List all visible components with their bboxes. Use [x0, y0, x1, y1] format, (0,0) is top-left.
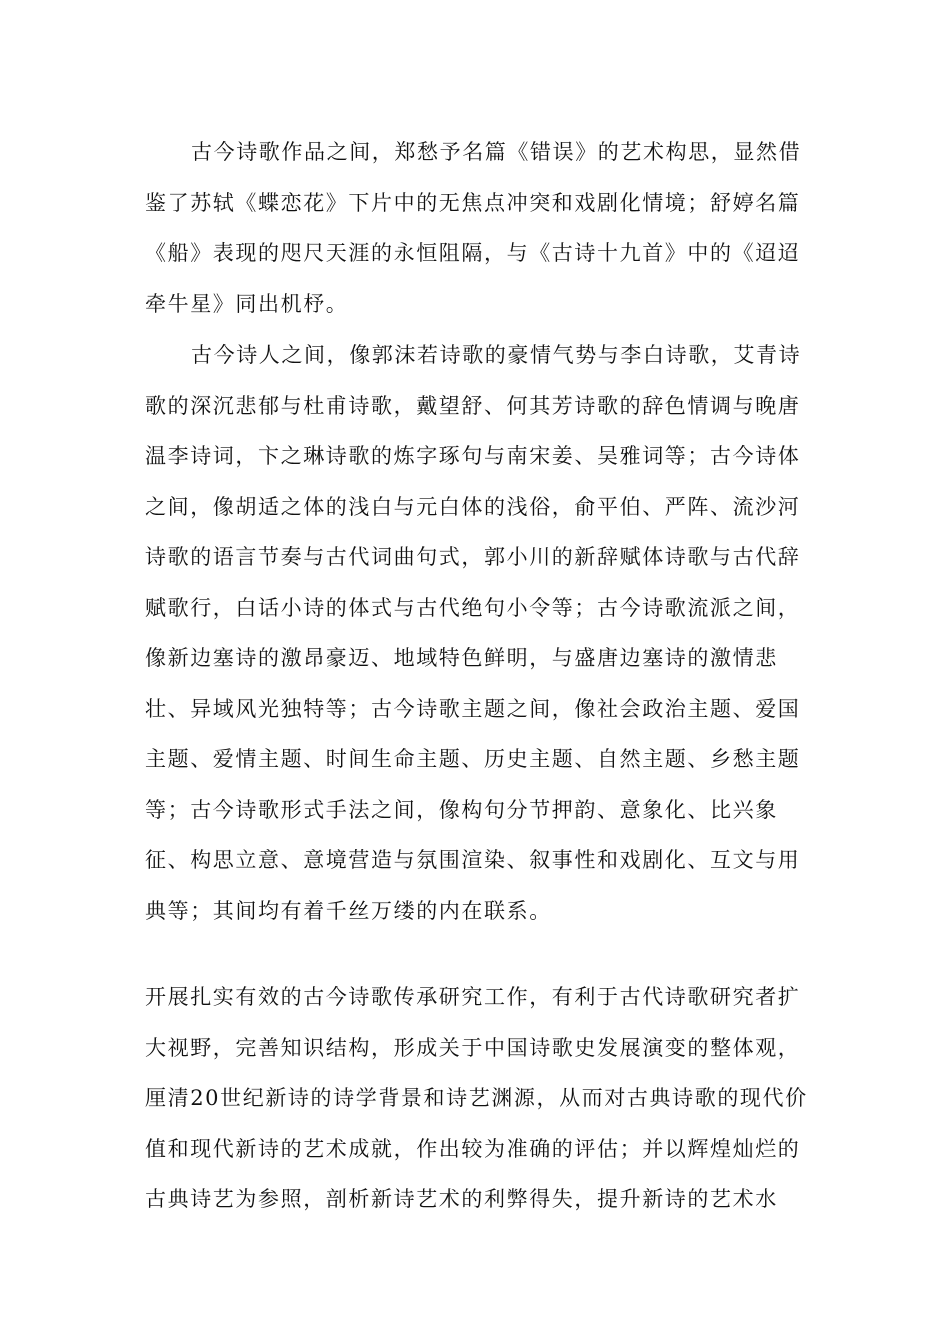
- text-line: 古今诗歌作品之间，郑愁予名篇《错误》的艺术构思，显然借: [191, 140, 802, 164]
- text-line: 征、构思立意、意境营造与氛围渲染、叙事性和戏剧化、互文与用: [145, 848, 801, 872]
- text-line: 主题、爱情主题、时间生命主题、历史主题、自然主题、乡愁主题: [145, 747, 801, 771]
- paragraph-poets-and-forms: [145, 330, 810, 936]
- text-line: 值和现代新诗的艺术成就，作出较为准确的评估；并以辉煌灿烂的: [145, 1136, 801, 1161]
- text-line: 典等；其间均有着千丝万缕的内在联系。: [145, 898, 552, 923]
- text-line: 赋歌行，白话小诗的体式与古代绝句小令等；古今诗歌流派之间，: [145, 595, 801, 620]
- text-line: 之间，像胡适之体的浅白与元白体的浅俗，俞平伯、严阵、流沙河: [145, 494, 801, 519]
- text-line: 壮、异域风光独特等；古今诗歌主题之间，像社会政治主题、爱国: [145, 696, 801, 721]
- text-line: 古典诗艺为参照，剖析新诗艺术的利弊得失，提升新诗的艺术水: [145, 1187, 778, 1211]
- text-line: 牵牛星》同出机杼。: [145, 291, 349, 316]
- text-line: 歌的深沉悲郁与杜甫诗歌，戴望舒、何其芳诗歌的辞色情调与晚唐: [145, 393, 801, 418]
- text-line: 鉴了苏轼《蝶恋花》下片中的无焦点冲突和戏剧化情境；舒婷名篇: [145, 190, 801, 215]
- text-line: 大视野，完善知识结构，形成关于中国诗歌史发展演变的整体观，: [145, 1035, 801, 1060]
- text-line: 等；古今诗歌形式手法之间，像构句分节押韵、意象化、比兴象: [145, 797, 778, 822]
- paragraph-research-significance: [145, 972, 810, 1225]
- text-line: 古今诗人之间，像郭沫若诗歌的豪情气势与李白诗歌，艾青诗: [191, 343, 802, 367]
- paragraph-poetry-works: [145, 127, 810, 329]
- text-line: 诗歌的语言节奏与古代词曲句式，郭小川的新辞赋体诗歌与古代辞: [145, 545, 801, 569]
- text-line: 像新边塞诗的激昂豪迈、地域特色鲜明，与盛唐边塞诗的激情悲: [145, 646, 778, 670]
- text-line: 开展扎实有效的古今诗歌传承研究工作，有利于古代诗歌研究者扩: [145, 985, 801, 1009]
- text-line: 厘清20世纪新诗的诗学背景和诗艺渊源，从而对古典诗歌的现代价: [145, 1086, 808, 1110]
- text-line: 温李诗词，卞之琳诗歌的炼字琢句与南宋姜、吴雅词等；古今诗体: [145, 444, 801, 468]
- text-line: 《船》表现的咫尺天涯的永恒阻隔，与《古诗十九首》中的《迢迢: [145, 241, 801, 265]
